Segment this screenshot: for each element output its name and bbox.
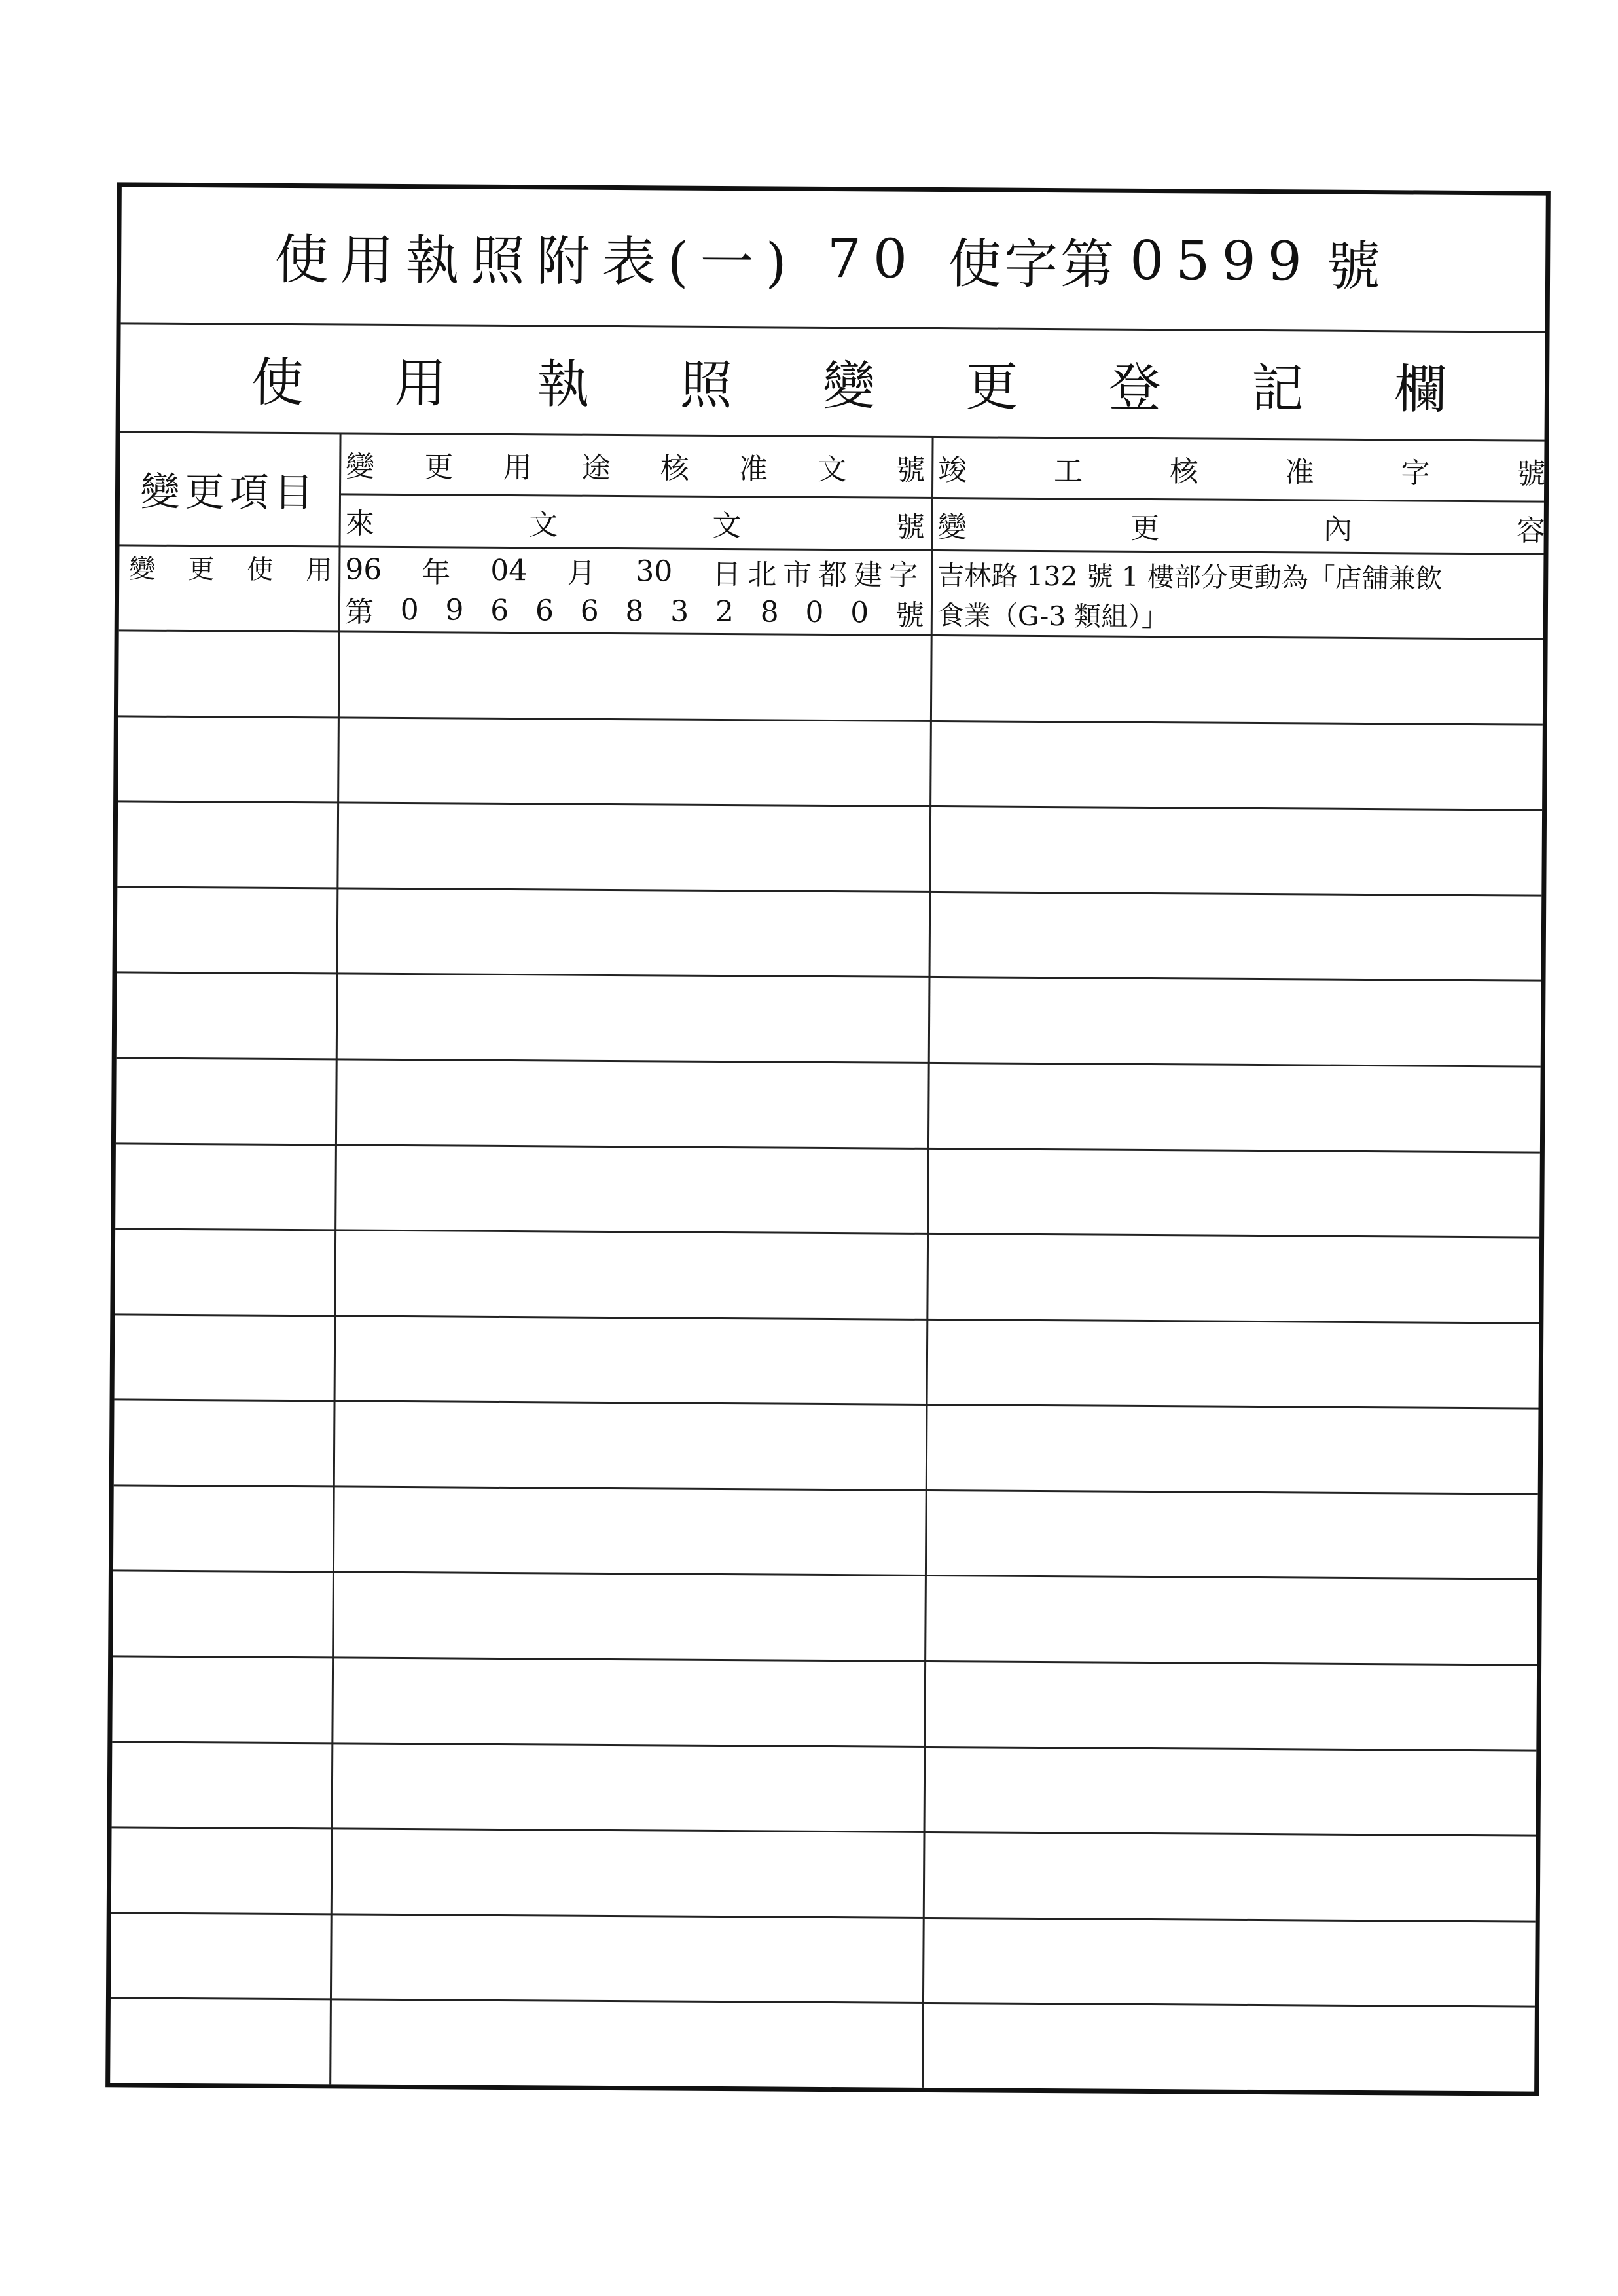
form-subtitle [120, 324, 1545, 437]
entry-char: 號 [895, 598, 925, 632]
title-char: 用 [340, 229, 406, 293]
header-char: 竣 [938, 454, 967, 488]
entry-char: 第 [344, 595, 374, 629]
column-divider [329, 433, 341, 2084]
entry-char: 6 [580, 594, 599, 628]
entry-char: 96 [345, 552, 382, 587]
title-char: 照 [471, 230, 537, 293]
header-char: 內 [1323, 513, 1353, 547]
subtitle-char: 用 [394, 352, 447, 414]
title-char: 表 [602, 230, 668, 294]
title-char: 使 [274, 228, 340, 292]
subtitle-char: 欄 [1393, 358, 1447, 420]
entry-char: 用 [306, 555, 333, 585]
header-completion-no [938, 438, 1546, 501]
header-approval-no [346, 434, 926, 496]
row-divider [117, 886, 1541, 896]
title-char: 附 [536, 230, 602, 293]
header-char: 字 [1401, 456, 1430, 490]
header-char: 容 [1516, 513, 1545, 548]
row-divider [118, 715, 1543, 725]
entry-approval-line2 [345, 590, 924, 631]
header-char: 號 [1517, 457, 1546, 491]
title-char: 號 [1326, 235, 1393, 299]
row-divider [117, 971, 1541, 981]
entry-char: 3 [670, 594, 689, 629]
row-divider [116, 1142, 1540, 1153]
header-char: 文 [817, 452, 847, 487]
header-char: 來 [345, 506, 374, 541]
header-char: 號 [896, 453, 926, 487]
form-title [121, 187, 1546, 331]
entry-char: 月 [567, 556, 596, 591]
entry-char: 使 [247, 555, 274, 585]
row-divider [115, 1398, 1539, 1409]
header-change-content [938, 499, 1545, 553]
subtitle-char: 更 [965, 355, 1018, 418]
entry-char: 日北市都建字 [712, 557, 925, 592]
usage-permit-form [105, 182, 1551, 2096]
subtitle-char: 登 [1108, 357, 1161, 418]
entry-char: 年 [422, 556, 451, 590]
subtitle-char: 變 [822, 355, 876, 416]
entry-char: 0 [850, 595, 869, 629]
subtitle-char: 執 [537, 353, 590, 415]
entry-char: 2 [715, 594, 734, 629]
row-divider [113, 1569, 1537, 1580]
header-char: 更 [424, 450, 454, 484]
row-divider [111, 1912, 1536, 1922]
subtitle-char: 使 [251, 352, 304, 413]
header-change-item: 變更項目 [140, 469, 319, 517]
subtitle-char: 記 [1251, 357, 1304, 419]
entry-char: 更 [188, 554, 215, 585]
row-divider [118, 800, 1542, 811]
entry-char: 8 [625, 594, 644, 628]
entry-char: 6 [490, 593, 509, 627]
row-divider [115, 1313, 1539, 1324]
header-char: 准 [738, 452, 768, 486]
row-divider [112, 1741, 1536, 1751]
row-divider [114, 1484, 1538, 1495]
subtitle-char: 照 [679, 354, 733, 416]
header-char: 核 [1169, 455, 1198, 489]
entry-content-line1: 吉林路 132 號 1 樓部分更動為「店舖兼飲 [937, 559, 1443, 594]
entry-char: 30 [636, 554, 673, 589]
row-divider [115, 1228, 1539, 1238]
entry-approval-line1 [345, 549, 924, 592]
row-divider [113, 1655, 1537, 1666]
title-char: (一) [667, 231, 799, 295]
title-char: 70 [798, 227, 948, 291]
entry-char: 04 [490, 553, 528, 587]
header-char: 途 [581, 451, 611, 485]
header-char: 准 [1285, 456, 1314, 490]
entry-char: 0 [400, 592, 419, 627]
title-char: 使字第 [947, 233, 1117, 297]
header-char: 文 [712, 509, 742, 543]
entry-char: 9 [445, 592, 464, 627]
row-divider [117, 1057, 1541, 1067]
header-char: 工 [1053, 454, 1083, 488]
header-char: 更 [1130, 511, 1160, 545]
entry-char: 0 [805, 595, 824, 629]
header-char: 號 [895, 510, 925, 544]
entry-char: 8 [760, 594, 779, 629]
header-char: 文 [528, 507, 558, 541]
header-char: 變 [346, 450, 375, 484]
title-char: 0599 [1129, 229, 1314, 293]
title-char: 執 [405, 230, 471, 293]
entry-char: 變 [129, 553, 156, 585]
row-divider [111, 1997, 1535, 2007]
entry-char: 6 [535, 593, 554, 627]
entry-content-line2: 食業（G-3 類組）」 [937, 599, 1169, 632]
entry-change-item [129, 548, 332, 586]
header-char: 核 [660, 452, 689, 486]
row-divider [112, 1826, 1536, 1836]
header-incoming-doc [346, 495, 925, 549]
header-char: 用 [503, 450, 532, 485]
header-char: 變 [937, 510, 967, 544]
column-divider [922, 437, 933, 2088]
